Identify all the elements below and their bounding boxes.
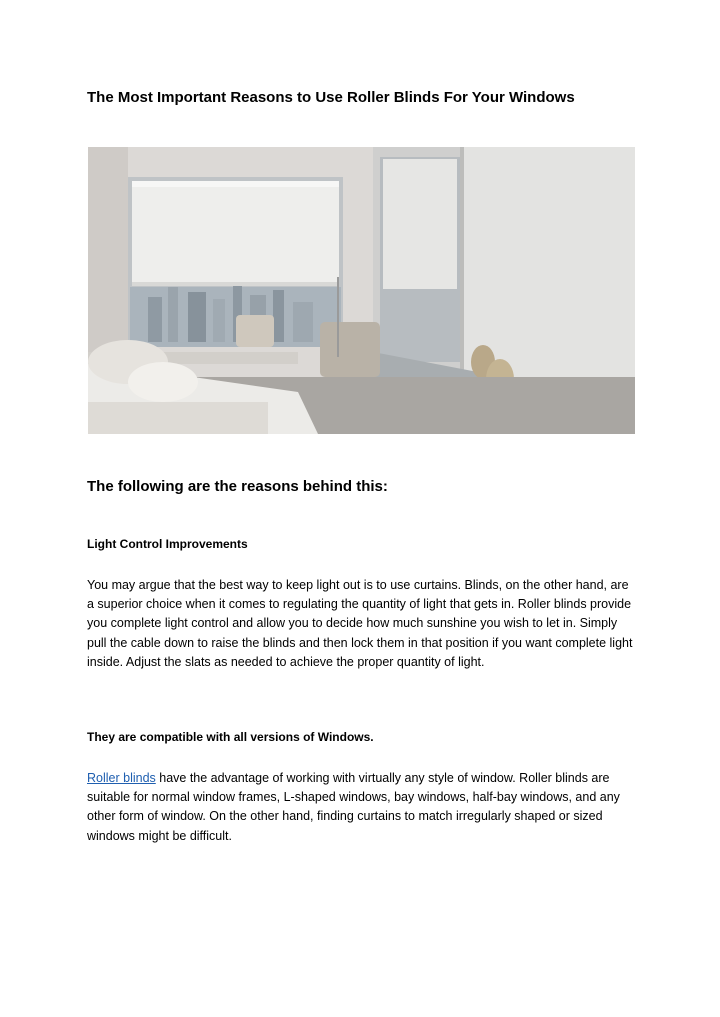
reasons-heading: The following are the reasons behind this: <box>87 478 388 495</box>
section-heading-compatibility: They are compatible with all versions of Windows. <box>87 730 374 744</box>
bedroom-illustration <box>88 147 635 434</box>
section-body-compatibility-text: have the advantage of working with virtually any style of window. Roller blinds are suitable for normal window frames, L-shaped windows, bay windows, half-bay windows, and any other form of window. On the other hand, finding curtains to match irregularly shaped or sized windows might be difficult. <box>87 771 620 843</box>
section-body-light-control: You may argue that the best way to keep light out is to use curtains. Blinds, on the other hand, are a superior choice when it comes to regulating the quantity of light that gets in. Roller blinds provide you complete light control and allow you to decide how much sunshine you wish to let in. Simply pull the cable down to raise the blinds and then lock them in that position if you want complete light inside. Adjust the slats as needed to achieve the proper quantity of light. <box>87 578 633 669</box>
section-body-compatibility <box>87 769 635 846</box>
page-title: The Most Important Reasons to Use Roller Blinds For Your Windows <box>87 89 575 106</box>
roller-blinds-link[interactable]: Roller blinds <box>87 771 156 785</box>
section-heading-light-control: Light Control Improvements <box>87 537 248 551</box>
hero-image <box>88 147 635 434</box>
